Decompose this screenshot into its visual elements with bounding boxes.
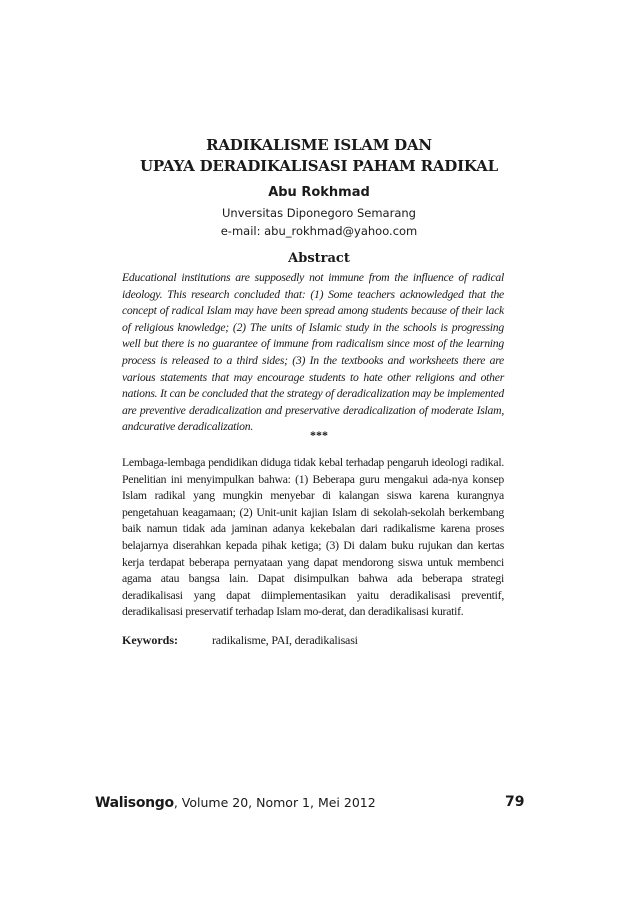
section-separator: *** xyxy=(310,428,328,442)
journal-volume: , Volume 20, Nomor 1, Mei 2012 xyxy=(173,795,376,810)
author-name: Abu Rokhmad xyxy=(268,185,370,200)
keywords-label: Keywords: xyxy=(122,633,178,647)
title-line-1: RADIKALISME ISLAM DAN xyxy=(206,136,432,154)
journal-name: Walisongo xyxy=(95,795,174,811)
abstract-indonesian: Lembaga-lembaga pendidikan diduga tidak kebal terhadap pengaruh ideologi radikal. Penelitian ini menyimpulkan bahwa: (1) Beberapa guru mengakui ada-nya konsep Islam radikal yang mungkin menyebar di kalangan siswa karena kurangnya pengetahuan keagamaan; (2) Unit-unit kajian Islam di sekolah-sekolah berkembang baik namun tidak ada jaminan adanya kekebalan dari radikalisme karena proses belajarnya diserahkan kepada pihak ketiga; (3) Di dalam buku rujukan dan kertas kerja terdapat beberapa pernyataan yang dapat mendorong siswa untuk membenci agama atau bangsa lain. Dapat disimpulkan bahwa ada beberapa strategi deradikalisasi yang dapat diimplementasikan yaitu deradikalisasi preventif, deradikalisasi preservatif terhadap Islam mo-derat, dan deradikalisasi kuratif. xyxy=(122,456,504,619)
title-line-2: UPAYA DERADIKALISASI PAHAM RADIKAL xyxy=(140,157,498,175)
page-number: 79 xyxy=(505,794,525,810)
journal-footer xyxy=(95,795,376,811)
author-affiliation: Unversitas Diponegoro Semarang xyxy=(222,206,416,220)
abstract-heading: Abstract xyxy=(288,251,350,266)
keywords-value: radikalisme, PAI, deradikalisasi xyxy=(212,633,358,647)
author-email: e-mail: abu_rokhmad@yahoo.com xyxy=(220,224,418,238)
abstract-english: Educational institutions are supposedly not immune from the influence of radical ideology. This research concluded that: (1) Some teachers acknowledged that the concept of radical Islam may have been spread among students because of their lack of religious knowledge; (2) The units of Islamic study in the schools is progressing well but there is no guarantee of immune from radicalism since most of the learning process is released to a third sides; (3) In the textbooks and worksheets there are various statements that may encourage students to hate other religions and other nations. It can be concluded that the strategy of deradicalization may be implemented are preventive deradicalization and preservative deradicalization of moderate Islam, andcurative deradicalization. xyxy=(122,271,504,434)
